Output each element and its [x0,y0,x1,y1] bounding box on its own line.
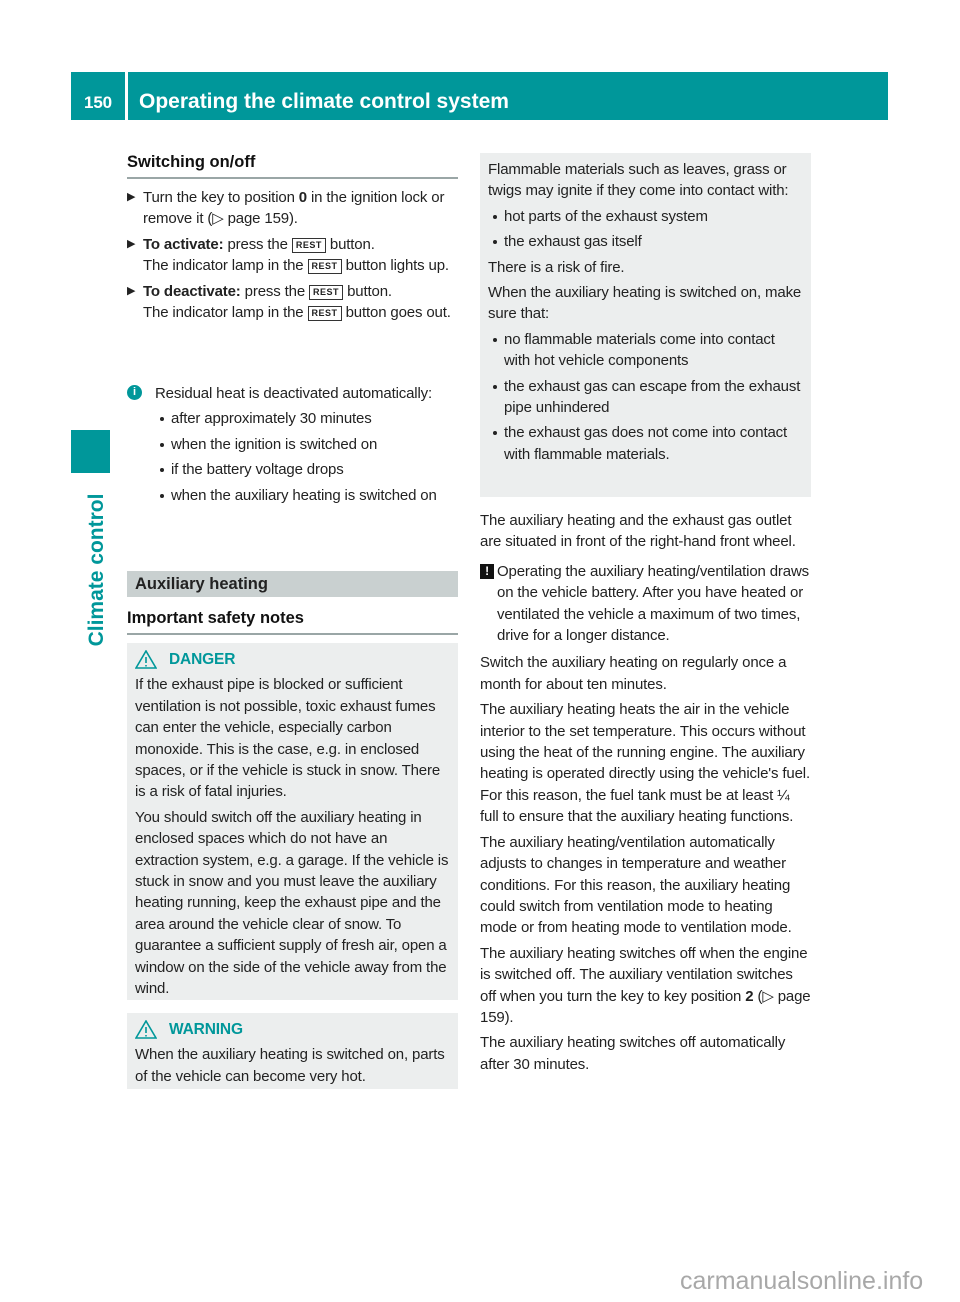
warning-triangle-icon [135,650,157,669]
page-title: Operating the climate control system [139,90,509,113]
rest-button-icon: REST [292,238,326,253]
arrow-icon: ▶ [127,191,136,203]
watermark: carmanualsonline.info [680,1267,924,1295]
arrow-icon: ▶ [127,237,136,250]
warning-box: WARNING When the auxiliary heating is switched on, parts of the vehicle can become very hot. [127,1013,458,1089]
aux-section-bar [127,571,458,597]
switching-section [127,151,458,327]
info-icon: i [127,385,142,400]
right-text: The auxiliary heating and the exhaust gas outlet are situated in front of the right-hand front wheel. ! Operating the auxiliary heating/ventilation draws on the vehicle battery. After you have heated or ventilated the vehicle a maximum of two times, drive for a longer distance. Switch the auxiliary heating on regularly once a month for about ten minutes. The auxiliary heating heats the air in the vehicle interior to the set temperature. This occurs without using the heat of the running engine. The auxiliary heating is operated directly using the vehicle's fuel. For this reason, the fuel tank must be at least ¼ full to ensure that the auxiliary heating functions. The auxiliary heating/ventilation automatically adjusts to changes in temperature and weather conditions. For this reason, the auxiliary heating could switch from ventilation mode to heating mode or from heating mode to ventilation mode. The auxiliary heating switches off when the engine is switched off. The auxiliary ventilation switches off when you turn the key to key position 2 (▷ page 159). The auxiliary heating switches off automatically after 30 minutes. [480,512,811,1073]
rest-button-icon: REST [309,285,343,300]
safety-heading: Important safety notes [127,607,458,635]
info-note: i Residual heat is deactivated automatically: after approximately 30 minutes when the ignition is switched on if the battery voltage drops when the auxiliary heating is switched on [127,383,458,510]
fire-risk-box: Flammable materials such as leaves, grass or twigs may ignite if they come into contact with: hot parts of the exhaust system the exhaust gas itself There is a risk of fire. When the auxiliary heating is switched on, make sure that: no flammable materials come into contact with hot vehicle components the exhaust gas can escape from the exhaust pipe unhindered the exhaust gas does not come into contact with flammable materials. [480,153,811,497]
danger-box: DANGER If the exhaust pipe is blocked or sufficient ventilation is not possible, toxic exhaust fumes can enter the vehicle, especially carbon monoxide. This is the case, e.g. in enclosed spaces, or if the vehicle is stuck in snow. There is a risk of fatal injuries. You should switch off the auxiliary heating in enclosed spaces which do not have an extraction system, e.g. a garage. If the vehicle is stuck in snow and you must leave the auxiliary heating running, keep the exhaust pipe and the area around the vehicle clear of snow. To guarantee a sufficient supply of fresh air, open a window on the side of the vehicle away from the wind. [127,643,458,1000]
list-item: after approximately 30 minutes [155,408,458,429]
step-2: ▶ To activate: press the REST button. The indicator lamp in the REST button lights up. [127,235,449,275]
rest-button-icon: REST [308,306,342,321]
list-item: no flammable materials come into contact with hot vehicle components [488,329,803,372]
page-number: 150 [84,93,112,112]
exclamation-icon: ! [480,564,494,579]
list-item: when the auxiliary heating is switched on [155,485,458,506]
header-divider [125,72,128,120]
page-header [71,72,888,120]
side-tab-label: Climate control [85,493,108,647]
arrow-icon: ▶ [127,284,136,297]
list-item: when the ignition is switched on [155,434,458,455]
list-item: hot parts of the exhaust system [488,206,803,227]
side-tab-marker [71,430,110,473]
list-item: the exhaust gas itself [488,231,803,252]
list-item: the exhaust gas can escape from the exhaust pipe unhindered [488,376,803,419]
rest-button-icon: REST [308,259,342,274]
step-1: ▶ Turn the key to position 0 in the ignition lock or remove it (▷ page 159). [127,189,445,228]
warning-triangle-icon [135,1020,157,1039]
battery-note: ! Operating the auxiliary heating/ventilation draws on the vehicle battery. After you have heated or ventilated the vehicle a maximum of two times, drive for a longer distance. [480,561,812,647]
warning-label: WARNING [169,1021,243,1038]
danger-label: DANGER [169,651,236,668]
section-title: Auxiliary heating [127,571,458,597]
switching-heading: Switching on/off [127,151,458,179]
list-item: if the battery voltage drops [155,459,458,480]
safety-heading-block [127,607,458,635]
list-item: the exhaust gas does not come into contact with flammable materials. [488,422,803,465]
step-3: ▶ To deactivate: press the REST button. The indicator lamp in the REST button goes out. [127,282,451,322]
